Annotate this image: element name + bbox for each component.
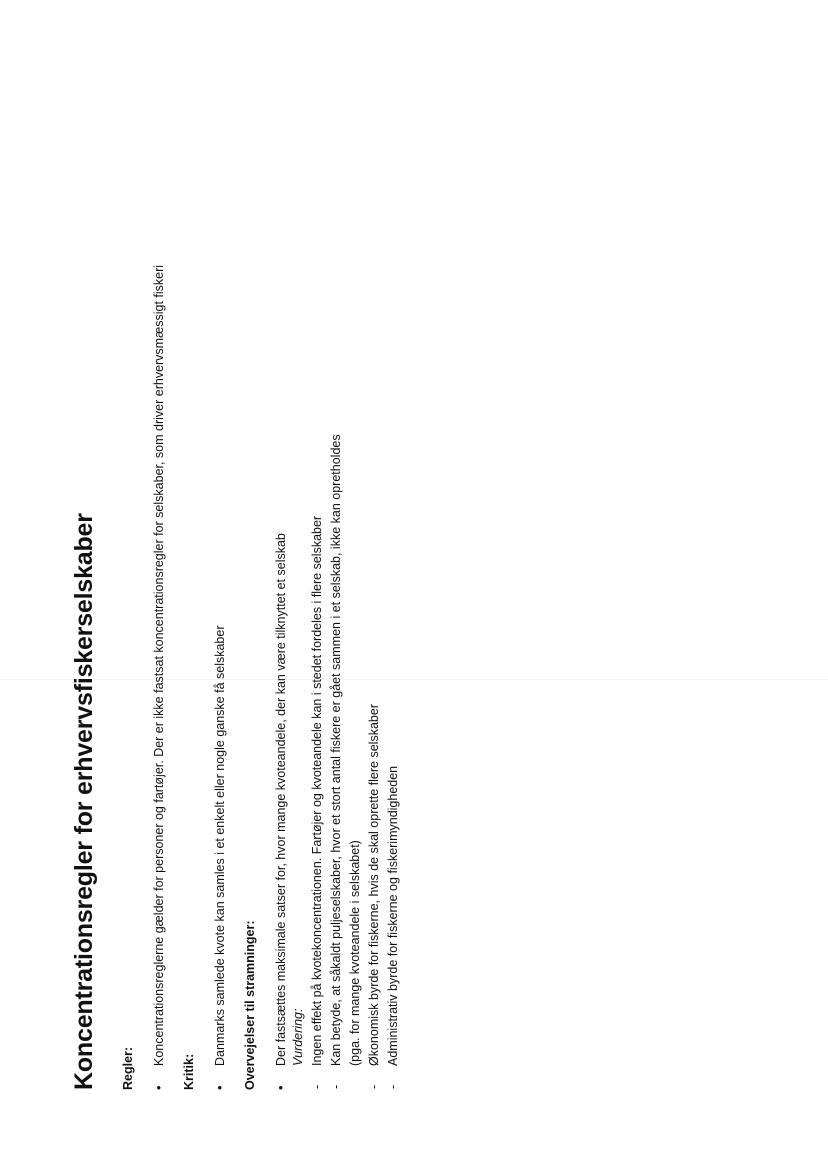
assessment-label: Vurdering: <box>291 1008 305 1066</box>
considerations-bullet-text: Der fastsættes maksimale satser for, hvor mange kvoteandele, der kan være tilknyttet et selskab <box>274 533 288 1066</box>
rules-bullet-text: Koncentrationsreglerne gælder for personer og fartøjer. Der er ikke fastsat koncentrationsregler for selskaber, som driver erhvervsmæssigt fiskeri <box>152 264 166 1066</box>
dash-marker: - <box>310 1084 324 1089</box>
dash-marker: - <box>367 1084 381 1089</box>
dash-marker: - <box>386 1084 400 1089</box>
bullet-marker: • <box>212 1085 227 1090</box>
dash-marker: - <box>329 1084 343 1089</box>
assessment-item: Økonomisk byrde for fiskerne, hvis de skal oprette flere selskaber <box>367 704 381 1066</box>
assessment-item-continuation: (pga. for mange kvoteandele i selskabet) <box>348 840 362 1066</box>
rotated-document <box>70 90 430 1090</box>
document-title: Koncentrationsregler for erhvervsfiskerselskaber <box>70 513 98 1090</box>
section-heading-considerations: Overvejelser til stramninger: <box>243 920 257 1090</box>
assessment-item: Administrativ byrde for fiskerne og fiskerimyndigheden <box>386 765 400 1066</box>
bullet-marker: • <box>151 1085 166 1090</box>
assessment-item: Ingen effekt på kvotekoncentrationen. Fartøjer og kvoteandele kan i stedet fordeles i flere selskaber <box>310 515 324 1066</box>
assessment-item: Kan betyde, at såkaldt puljeselskaber, hvor et stort antal fiskere er gået sammen i et selskab, ikke kan opretholdes <box>329 434 343 1066</box>
criticism-bullet-text: Danmarks samlede kvote kan samles i et enkelt eller nogle ganske få selskaber <box>213 625 227 1066</box>
section-heading-rules: Regler: <box>121 1046 135 1090</box>
section-heading-criticism: Kritik: <box>182 1053 196 1090</box>
bullet-marker: • <box>273 1085 288 1090</box>
